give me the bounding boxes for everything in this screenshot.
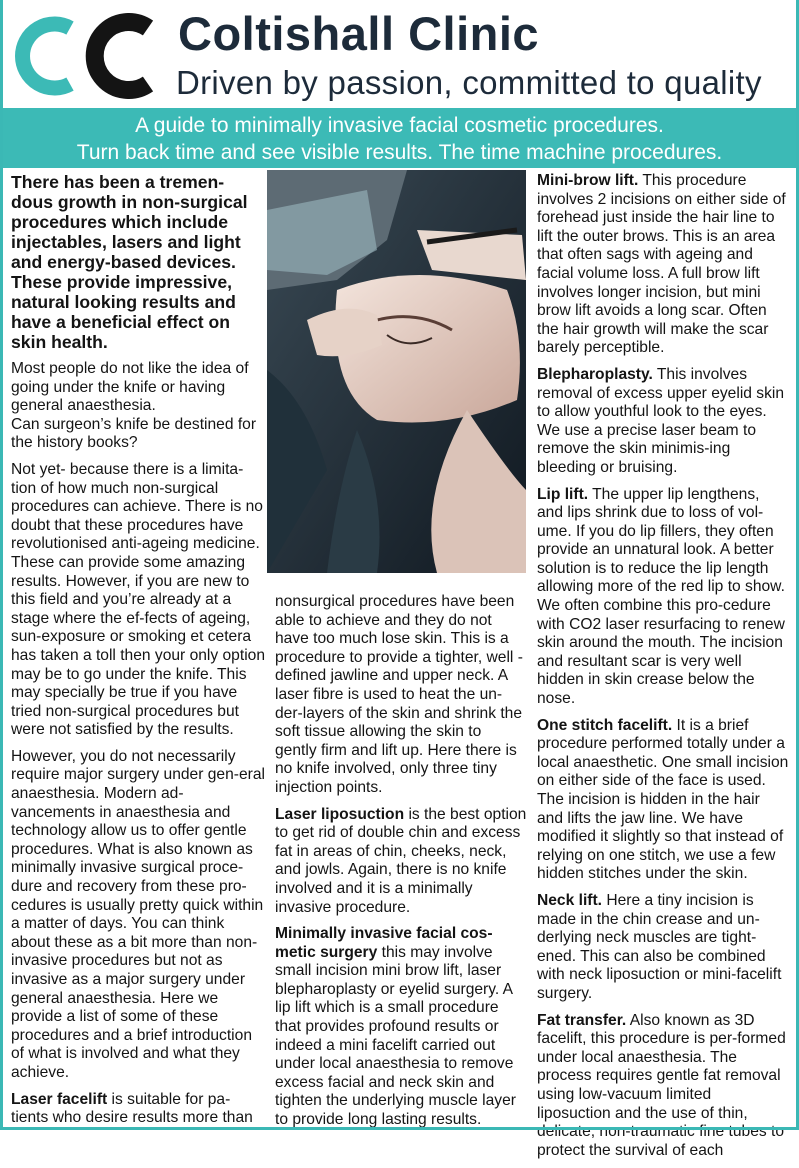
banner-line-2: Turn back time and see visible results. The time machine procedures. [76, 141, 723, 164]
mini-brow-lift-title: Mini-brow lift. [537, 172, 639, 189]
intro-text: Most people do not like the idea of going under the knife or having general anaesthesia. [11, 360, 249, 415]
banner-line-1: A guide to minimally invasive facial cosmetic procedures. [135, 114, 664, 137]
anaesthesia-paragraph: However, you do not necessarily require major surgery under gen-eral anaesthesia. Modern ad-vancements in anaesthesia and technology allow us to offer gentle procedures. What is also known as minimally invasive surgical proce-dure and recovery from these pro-cedures is usually pretty quick within a matter of days. You can think about these as a bit more than non-invasive procedures but not as invasive as a major surgery under general anaesthesia. Here we provide a list of some of these procedures and a brief introduction of what is involved and what they achieve. [11, 747, 265, 1081]
lip-lift-text: The upper lip lengthens, and lips shrink due to loss of vol-ume. If you do lip fillers, they often provide an unnatural look. A better solution is to reduce the lip length allowing more of the red lip to show. We often combine this pro-cedure with CO2 laser resurfacing to renew skin around the mouth. The incision and resultant scar is very well hidden in skin crease below the nose. [537, 485, 785, 708]
fat-transfer-title: Fat transfer. [537, 1011, 627, 1029]
clinic-tagline: Driven by passion, committed to quality [176, 64, 762, 101]
limitation-paragraph: Not yet- because there is a limita-tion of how much non-surgical procedures can achieve. There is no doubt that these procedures have revolutionised anti-ageing medicine. These can provide some amazing results. However, if you are new to this field and you’re already at a stage where the ef-fects of ageing, sun-exposure or smoking et cetera has taken a toll then your only option may be to go under the knife. This may specially be true if you have tried non-surgical procedures but were not satisfied by the results. [11, 460, 265, 739]
neck-lift-title: Neck lift. [537, 891, 602, 909]
laser-facelift-text: is suitable for pa-tients who desire results more than [11, 1090, 253, 1127]
lip-lift-title: Lip lift. [537, 485, 589, 503]
laser-liposuction-title: Laser liposuction [275, 805, 405, 823]
blepharoplasty-title: Blepharoplasty. [537, 365, 653, 383]
minimally-invasive-text: this may involve small incision mini brow lift, laser blepharoplasty or eyelid surgery. A lip lift which is a small procedure that provides profound results or indeed a mini facelift carried out under local anaesthesia to remove excess facial and neck skin and tighten the underlying muscle layer to provide long lasting results. [275, 943, 516, 1129]
mini-brow-lift-text: This procedure involves 2 incisions on either side of forehead just inside the hair line to lift the outer brows. This is an area that often sags with ageing and facial volume loss. A full brow lift involves longer incision, but mini brow lift avoids a long scar. Often the hair growth will make the scar barely perceptible. [537, 172, 786, 357]
neck-lift-text: Here a tiny incision is made in the chin crease and un-derlying neck muscles are tight-ened. This can also be combined with neck liposuction or mini-facelift surgery. [537, 891, 782, 1002]
blepharoplasty-text: This involves removal of excess upper eyelid skin to allow youthful look to the eyes. We use a precise laser beam to remove the skin minimis-ing bleeding or bruising. [537, 365, 785, 476]
fat-transfer-text: Also known as 3D facelift, this procedure is per-formed under local anaesthesia. The process requires gentle fat removal using low-vacuum limited liposuction and the use of thin, delicate, non-traumatic fine tubes to protect the survival of each [537, 1011, 786, 1159]
clinic-name: Coltishall Clinic [178, 7, 540, 60]
laser-facelift-continued: nonsurgical procedures have been able to achieve and they do not have too much lose skin. This is a procedure to provide a tighter, well -defined jawline and upper neck. A laser fibre is used to heat the un-der-layers of the skin and shrink the soft tissue allowing the skin to gently firm and lift up. Here there is no knife involved, only three tiny injection points. [275, 593, 523, 796]
intro-question: Can surgeon’s knife be destined for the history books? [11, 415, 257, 452]
minimally-invasive-title: Minimally invasive facial cos-metic surgery [275, 925, 493, 961]
one-stitch-facelift-text: It is a brief procedure performed totally under a local anaesthetic. One small incision on either side of the face is used. The incision is hidden in the hair and lifts the jaw line. We have modified it slightly so that instead of relying on one stitch, we use a few hidden stitches under the skin. [537, 716, 789, 883]
laser-facelift-title: Laser facelift [11, 1090, 108, 1108]
one-stitch-facelift-title: One stitch facelift. [537, 716, 673, 734]
lead-paragraph: There has been a tremen-dous growth in non-surgical procedures which include injectables, lasers and light and energy-based devices. These provide impressive, natural looking results and have a beneficial effect on skin health. [11, 172, 248, 352]
laser-liposuction-text: is the best option to get rid of double chin and excess fat in areas of chin, cheeks, neck, and jowls. Again, there is no knife involved and it is a minimally invasive procedure. [275, 805, 527, 916]
